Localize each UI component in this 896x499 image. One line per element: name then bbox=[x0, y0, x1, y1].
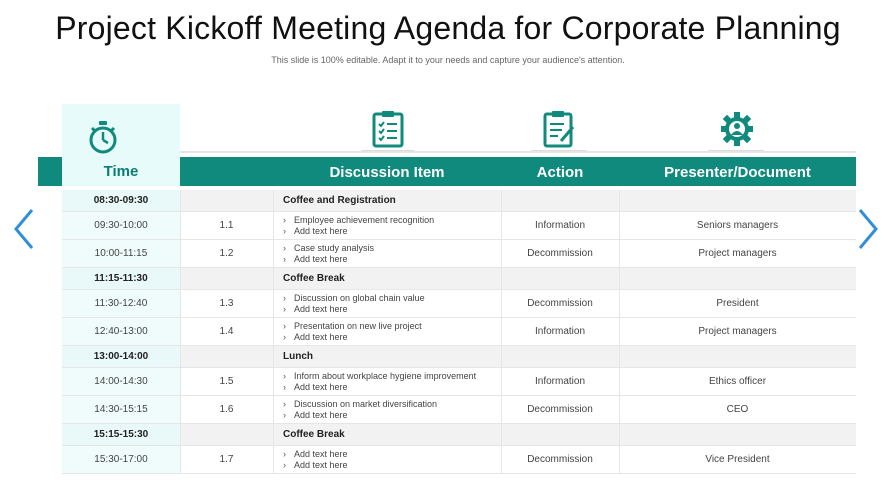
chevron-small-right-icon: › bbox=[283, 225, 286, 236]
presenter-cell: Project managers bbox=[698, 248, 777, 259]
discussion-cell bbox=[273, 396, 501, 423]
column-divider bbox=[273, 240, 274, 267]
column-divider bbox=[501, 268, 502, 289]
bullet-text: Add text here bbox=[294, 448, 348, 459]
discussion-cell bbox=[273, 318, 501, 345]
section-title: Coffee Break bbox=[283, 429, 345, 440]
bullet-text: Add text here bbox=[294, 331, 348, 342]
column-divider bbox=[619, 396, 620, 423]
column-divider bbox=[501, 396, 502, 423]
column-divider bbox=[180, 346, 181, 367]
bullet-text: Employee achievement recognition bbox=[294, 214, 435, 225]
column-divider bbox=[619, 446, 620, 473]
column-divider bbox=[619, 318, 620, 345]
presenter-cell: Vice President bbox=[705, 454, 770, 465]
column-divider bbox=[273, 212, 274, 239]
column-divider bbox=[273, 368, 274, 395]
header-presenter: Presenter/Document bbox=[664, 164, 811, 181]
column-divider bbox=[180, 368, 181, 395]
table-row bbox=[62, 446, 856, 474]
column-divider bbox=[619, 190, 620, 211]
section-title: Coffee Break bbox=[283, 273, 345, 284]
presenter-cell bbox=[619, 268, 856, 289]
presenter-cell: Ethics officer bbox=[708, 376, 767, 387]
presenter-cell: Project managers bbox=[698, 326, 777, 337]
time-cell: 12:40-13:00 bbox=[62, 318, 180, 345]
slide-subtitle: This slide is 100% editable. Adapt it to your needs and capture your audience's attention. bbox=[271, 55, 625, 65]
action-cell: Decommission bbox=[527, 404, 593, 415]
bullet-item bbox=[283, 243, 374, 254]
clipboard-edit-icon bbox=[542, 110, 576, 148]
header-top-line bbox=[180, 151, 856, 153]
number-cell: 1.1 bbox=[219, 220, 234, 231]
gear-person-icon bbox=[719, 110, 753, 148]
action-cell: Decommission bbox=[527, 454, 593, 465]
table-row bbox=[62, 368, 856, 396]
number-cell bbox=[180, 190, 273, 211]
section-row bbox=[62, 268, 856, 290]
column-divider bbox=[180, 446, 181, 473]
column-divider bbox=[619, 240, 620, 267]
section-title: Lunch bbox=[283, 351, 313, 362]
number-cell: 1.4 bbox=[219, 326, 234, 337]
column-divider bbox=[180, 290, 181, 317]
column-divider bbox=[273, 318, 274, 345]
action-cell bbox=[501, 346, 619, 367]
time-cell: 10:00-11:15 bbox=[62, 240, 180, 267]
chevron-small-right-icon: › bbox=[283, 320, 286, 331]
bullet-list bbox=[283, 243, 374, 265]
chevron-small-right-icon: › bbox=[283, 409, 286, 420]
discussion-cell bbox=[273, 240, 501, 267]
chevron-right-icon[interactable] bbox=[856, 207, 880, 251]
time-cell: 14:30-15:15 bbox=[62, 396, 180, 423]
chevron-small-right-icon: › bbox=[283, 398, 286, 409]
bullet-item bbox=[283, 399, 437, 410]
action-cell bbox=[501, 190, 619, 211]
bullet-item bbox=[283, 410, 437, 421]
bullet-list bbox=[283, 399, 437, 421]
column-divider bbox=[180, 318, 181, 345]
time-cell: 15:30-17:00 bbox=[62, 446, 180, 473]
presenter-cell bbox=[619, 346, 856, 367]
action-cell: Information bbox=[534, 220, 586, 231]
column-divider bbox=[180, 424, 181, 445]
header-action: Action bbox=[536, 164, 584, 181]
column-divider bbox=[619, 346, 620, 367]
discussion-cell bbox=[273, 268, 501, 289]
action-cell bbox=[501, 424, 619, 445]
column-divider bbox=[501, 368, 502, 395]
table-row bbox=[62, 212, 856, 240]
number-cell: 1.3 bbox=[219, 298, 234, 309]
discussion-cell bbox=[273, 290, 501, 317]
bullet-text: Add text here bbox=[294, 225, 348, 236]
discussion-cell bbox=[273, 346, 501, 367]
discussion-cell bbox=[273, 446, 501, 473]
section-row bbox=[62, 346, 856, 368]
header-accent-bar bbox=[38, 157, 62, 186]
bullet-text: Presentation on new live project bbox=[294, 320, 422, 331]
chevron-small-right-icon: › bbox=[283, 303, 286, 314]
action-cell: Decommission bbox=[527, 298, 593, 309]
section-title: Coffee and Registration bbox=[283, 195, 396, 206]
column-divider bbox=[180, 212, 181, 239]
bullet-item bbox=[283, 371, 476, 382]
chevron-small-right-icon: › bbox=[283, 242, 286, 253]
bullet-item bbox=[283, 332, 422, 343]
chevron-small-right-icon: › bbox=[283, 331, 286, 342]
bullet-list bbox=[283, 321, 422, 343]
bullet-text: Discussion on global chain value bbox=[294, 292, 425, 303]
slide-title: Project Kickoff Meeting Agenda for Corporate Planning bbox=[55, 10, 841, 46]
bullet-text: Inform about workplace hygiene improvement bbox=[294, 370, 477, 381]
number-cell: 1.6 bbox=[219, 404, 234, 415]
table-row bbox=[62, 240, 856, 268]
bullet-item bbox=[283, 304, 425, 315]
time-cell: 08:30-09:30 bbox=[62, 190, 180, 211]
column-divider bbox=[273, 346, 274, 367]
chevron-small-right-icon: › bbox=[283, 459, 286, 470]
column-divider bbox=[619, 368, 620, 395]
action-cell: Information bbox=[534, 376, 586, 387]
column-divider bbox=[501, 212, 502, 239]
bullet-text: Add text here bbox=[294, 381, 348, 392]
presenter-cell: President bbox=[716, 298, 759, 309]
bullet-text: Case study analysis bbox=[294, 242, 375, 253]
bullet-text: Add text here bbox=[294, 303, 348, 314]
column-divider bbox=[501, 346, 502, 367]
chevron-small-right-icon: › bbox=[283, 381, 286, 392]
number-cell bbox=[180, 424, 273, 445]
chevron-small-right-icon: › bbox=[283, 214, 286, 225]
section-row bbox=[62, 424, 856, 446]
time-cell: 13:00-14:00 bbox=[62, 346, 180, 367]
header-time: Time bbox=[103, 163, 139, 180]
bullet-list bbox=[283, 449, 348, 471]
chevron-small-right-icon: › bbox=[283, 292, 286, 303]
column-divider bbox=[180, 268, 181, 289]
section-row bbox=[62, 190, 856, 212]
bullet-item bbox=[283, 460, 348, 471]
bullet-item bbox=[283, 382, 476, 393]
column-divider bbox=[619, 268, 620, 289]
column-divider bbox=[619, 212, 620, 239]
column-divider bbox=[273, 446, 274, 473]
presenter-cell: CEO bbox=[726, 404, 749, 415]
chevron-small-right-icon: › bbox=[283, 370, 286, 381]
column-divider bbox=[501, 290, 502, 317]
action-cell: Decommission bbox=[527, 248, 593, 259]
column-divider bbox=[180, 396, 181, 423]
chevron-left-icon[interactable] bbox=[12, 207, 36, 251]
time-cell: 09:30-10:00 bbox=[62, 212, 180, 239]
number-cell bbox=[180, 346, 273, 367]
column-divider bbox=[273, 290, 274, 317]
number-cell: 1.2 bbox=[219, 248, 234, 259]
column-divider bbox=[273, 424, 274, 445]
bullet-item bbox=[283, 226, 434, 237]
bullet-item bbox=[283, 254, 374, 265]
column-divider bbox=[273, 190, 274, 211]
discussion-cell bbox=[273, 212, 501, 239]
bullet-item bbox=[283, 321, 422, 332]
chevron-small-right-icon: › bbox=[283, 448, 286, 459]
time-cell: 15:15-15:30 bbox=[62, 424, 180, 445]
table-row bbox=[62, 318, 856, 346]
number-cell: 1.7 bbox=[219, 454, 234, 465]
action-cell bbox=[501, 268, 619, 289]
discussion-cell bbox=[273, 190, 501, 211]
column-divider bbox=[501, 424, 502, 445]
chevron-small-right-icon: › bbox=[283, 253, 286, 264]
number-cell: 1.5 bbox=[219, 376, 234, 387]
bullet-item bbox=[283, 449, 348, 460]
bullet-text: Discussion on market diversification bbox=[294, 398, 438, 409]
agenda-table bbox=[62, 190, 856, 474]
column-divider bbox=[501, 318, 502, 345]
presenter-cell bbox=[619, 190, 856, 211]
number-cell bbox=[180, 268, 273, 289]
bullet-text: Add text here bbox=[294, 253, 348, 264]
column-divider bbox=[501, 446, 502, 473]
time-cell: 11:15-11:30 bbox=[62, 268, 180, 289]
discussion-cell bbox=[273, 368, 501, 395]
table-row bbox=[62, 396, 856, 424]
bullet-item bbox=[283, 293, 425, 304]
column-divider bbox=[273, 268, 274, 289]
time-cell: 14:00-14:30 bbox=[62, 368, 180, 395]
time-cell: 11:30-12:40 bbox=[62, 290, 180, 317]
bullet-list bbox=[283, 371, 476, 393]
bullet-item bbox=[283, 215, 434, 226]
column-divider bbox=[619, 290, 620, 317]
bullet-text: Add text here bbox=[294, 409, 348, 420]
clock-icon bbox=[87, 120, 119, 154]
bullet-list bbox=[283, 215, 434, 237]
column-divider bbox=[501, 240, 502, 267]
column-divider bbox=[180, 240, 181, 267]
table-row bbox=[62, 290, 856, 318]
column-divider bbox=[273, 396, 274, 423]
column-divider bbox=[501, 190, 502, 211]
presenter-cell bbox=[619, 424, 856, 445]
column-divider bbox=[180, 190, 181, 211]
bullet-list bbox=[283, 293, 425, 315]
action-cell: Information bbox=[534, 326, 586, 337]
bullet-text: Add text here bbox=[294, 459, 348, 470]
header-discussion: Discussion Item bbox=[329, 164, 445, 181]
presenter-cell: Seniors managers bbox=[696, 220, 779, 231]
clipboard-checklist-icon bbox=[371, 110, 405, 148]
discussion-cell bbox=[273, 424, 501, 445]
column-divider bbox=[619, 424, 620, 445]
